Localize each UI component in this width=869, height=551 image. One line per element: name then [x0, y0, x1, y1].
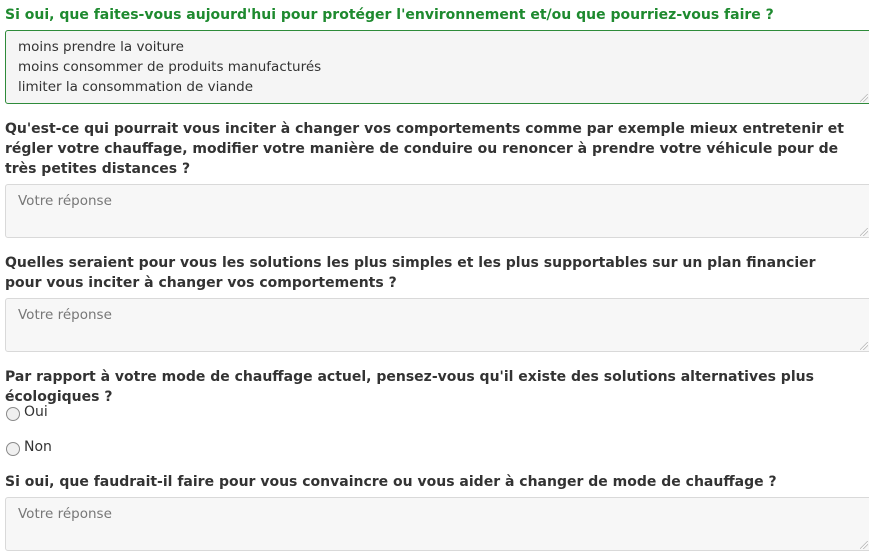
- question-4-label: Par rapport à votre mode de chauffage actuel, pensez-vous qu'il existe des solutions alternatives plus écologiques ?: [5, 369, 814, 405]
- radio-button-icon[interactable]: [6, 442, 20, 456]
- question-5-answer-field[interactable]: [5, 497, 869, 551]
- resize-grip-icon[interactable]: [860, 541, 868, 549]
- radio-option-label: Oui: [24, 404, 48, 420]
- question-3-answer-field[interactable]: [5, 298, 869, 352]
- question-2-answer-field[interactable]: [5, 184, 869, 238]
- question-2-label: Qu'est-ce qui pourrait vous inciter à changer vos comportements comme par exemple mieux entretenir et régler votre chauffage, modifier votre manière de conduire ou renoncer à prendre votre véhicule pour de très petites distances ?: [5, 121, 844, 177]
- radio-button-icon[interactable]: [6, 407, 20, 421]
- question-3-label: Quelles seraient pour vous les solutions les plus simples et les plus supportables sur un plan financier pour vous inciter à changer vos comportements ?: [5, 255, 816, 291]
- radio-option-label: Non: [24, 439, 52, 455]
- resize-grip-icon[interactable]: [860, 94, 868, 102]
- resize-grip-icon[interactable]: [860, 228, 868, 236]
- radio-option-non[interactable]: [6, 437, 52, 457]
- question-5-label: Si oui, que faudrait-il faire pour vous convaincre ou vous aider à changer de mode de chauffage ?: [5, 474, 777, 490]
- question-1-label: Si oui, que faites-vous aujourd'hui pour protéger l'environnement et/ou que pourriez-vous faire ?: [5, 7, 774, 23]
- question-1-answer-field[interactable]: [5, 30, 869, 104]
- radio-option-oui[interactable]: [6, 402, 48, 422]
- resize-grip-icon[interactable]: [860, 342, 868, 350]
